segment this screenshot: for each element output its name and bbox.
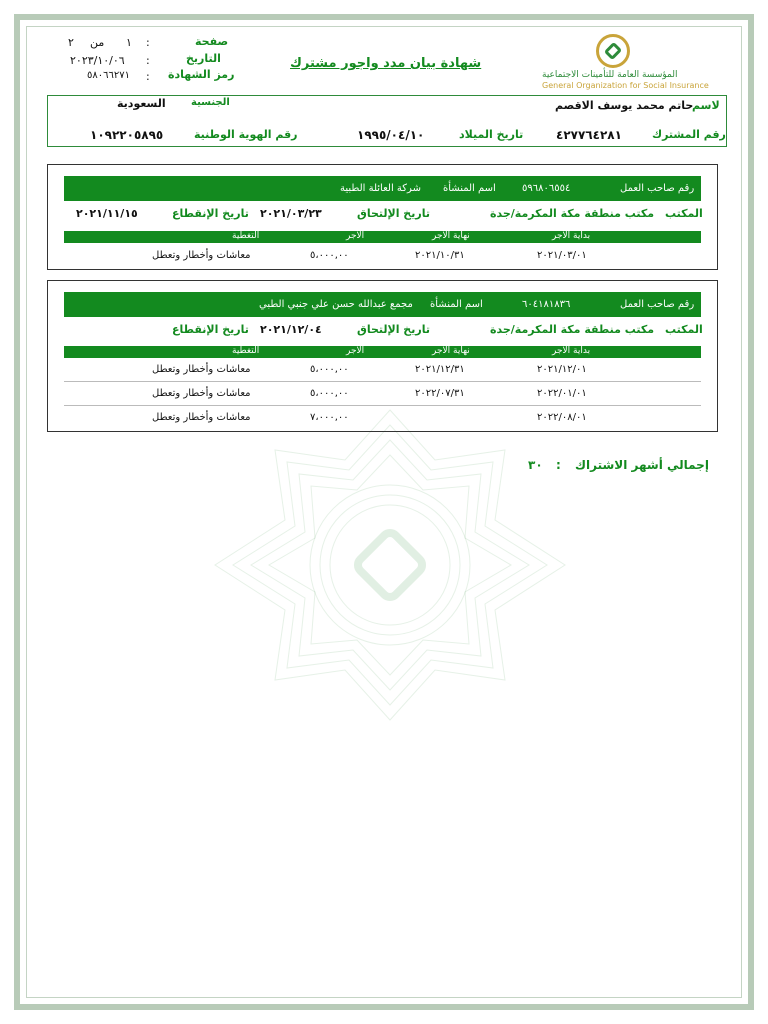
logo-emblem-icon [596,34,630,68]
gosi-logo [540,34,720,94]
establishment-value-2: مجمع عبدالله حسن علي جنبي الطبي [259,299,413,310]
employer-no-value-2: ٦٠٤١٨١٨٣٦ [522,299,571,310]
col-start-header-1: بداية الاجر [552,231,591,241]
row-coverage-2-3: معاشات وأخطار وتعطل [152,412,251,423]
subscriber-no-label: رقم المشترك [652,128,726,141]
row-wage-2-2: ٥،٠٠٠,٠٠ [310,388,349,399]
total-months-colon: : [556,458,561,472]
total-months-label: إجمالي أشهر الاشتراك [575,458,709,472]
end-date-label-1: تاريخ الإنقطاع [172,207,249,220]
row-wage-1-1: ٥،٠٠٠,٠٠ [310,250,349,261]
name-label: لاسم [692,99,720,112]
row-wage-2-3: ٧،٠٠٠,٠٠ [310,412,349,423]
page-total: ٢ [68,36,74,49]
table-header-2 [64,346,701,358]
birth-date-value: ١٩٩٥/٠٤/١٠ [357,128,425,142]
nationality-label: الجنسية [191,97,230,108]
row-start-2-2: ٢٠٢٢/٠١/٠١ [537,388,587,399]
row-coverage-1-1: معاشات وأخطار وتعطل [152,250,251,261]
employer-no-value-1: ٥٩٦٨٠٦٥٥٤ [522,183,571,194]
join-date-value-1: ٢٠٢١/٠٣/٢٣ [260,207,322,220]
row-divider-2-2 [64,405,701,406]
national-id-value: ١٠٩٢٢٠٥٨٩٥ [90,128,164,142]
cert-colon: : [146,70,150,83]
birth-date-label: تاريخ الميلاد [459,128,524,141]
row-start-2-3: ٢٠٢٢/٠٨/٠١ [537,412,587,423]
page-label: صفحة [195,35,229,48]
col-coverage-header-2: التغطية [232,346,260,356]
watermark-emblem [195,400,585,730]
row-divider-2-1 [64,381,701,382]
total-months-value: ٣٠ [528,458,543,472]
name-value: حاتم محمد يوسف الاقصم [555,99,694,112]
date-label: التاريخ [186,52,221,65]
row-end-1-1: ٢٠٢١/١٠/٣١ [415,250,465,261]
row-wage-2-1: ٥،٠٠٠,٠٠ [310,364,349,375]
employer-no-label-1: رقم صاحب العمل [620,183,695,194]
office-value-1: مكتب منطقة مكة المكرمة/جدة [490,207,655,220]
row-end-2-1: ٢٠٢١/١٢/٣١ [415,364,465,375]
cert-label: رمز الشهادة [168,68,235,81]
row-start-2-1: ٢٠٢١/١٢/٠١ [537,364,587,375]
table-header-1 [64,231,701,243]
national-id-label: رقم الهوية الوطنية [194,128,298,141]
office-label-2: المكتب [665,323,703,336]
establishment-label-2: اسم المنشأة [430,299,483,310]
row-end-2-2: ٢٠٢٢/٠٧/٣١ [415,388,465,399]
col-end-header-2: نهاية الاجر [432,346,470,356]
logo-english-text: General Organization for Social Insurance [542,81,709,90]
row-coverage-2-1: معاشات وأخطار وتعطل [152,364,251,375]
col-wage-header-2: الاجر [346,346,365,356]
page-colon: : [146,36,150,49]
join-date-label-2: تاريخ الإلتحاق [357,323,430,336]
page-of: من [90,36,105,49]
nationality-value: السعودية [117,97,166,110]
col-coverage-header-1: التغطية [232,231,260,241]
office-label-1: المكتب [665,207,703,220]
page-number: ١ [126,36,132,49]
establishment-value-1: شركة العائلة الطبية [340,183,421,194]
office-value-2: مكتب منطقة مكة المكرمة/جدة [490,323,655,336]
col-start-header-2: بداية الاجر [552,346,591,356]
join-date-value-2: ٢٠٢١/١٢/٠٤ [260,323,322,336]
row-start-1-1: ٢٠٢١/٠٣/٠١ [537,250,587,261]
col-wage-header-1: الاجر [346,231,365,241]
col-end-header-1: نهاية الاجر [432,231,470,241]
establishment-label-1: اسم المنشأة [443,183,496,194]
row-coverage-2-2: معاشات وأخطار وتعطل [152,388,251,399]
subscriber-no-value: ٤٢٧٧٦٤٢٨١ [556,128,622,142]
date-value: ٢٠٢٣/١٠/٠٦ [70,54,125,67]
document-title: شهادة بيان مدد واجور مشترك [290,56,482,71]
join-date-label-1: تاريخ الإلتحاق [357,207,430,220]
end-date-value-1: ٢٠٢١/١١/١٥ [76,207,138,220]
logo-arabic-text: المؤسسة العامة للتأمينات الاجتماعية [542,70,678,80]
date-colon: : [146,54,150,67]
end-date-label-2: تاريخ الإنقطاع [172,323,249,336]
cert-value: ٥٨٠٦٦٢٧١ [87,70,130,81]
employer-no-label-2: رقم صاحب العمل [620,299,695,310]
